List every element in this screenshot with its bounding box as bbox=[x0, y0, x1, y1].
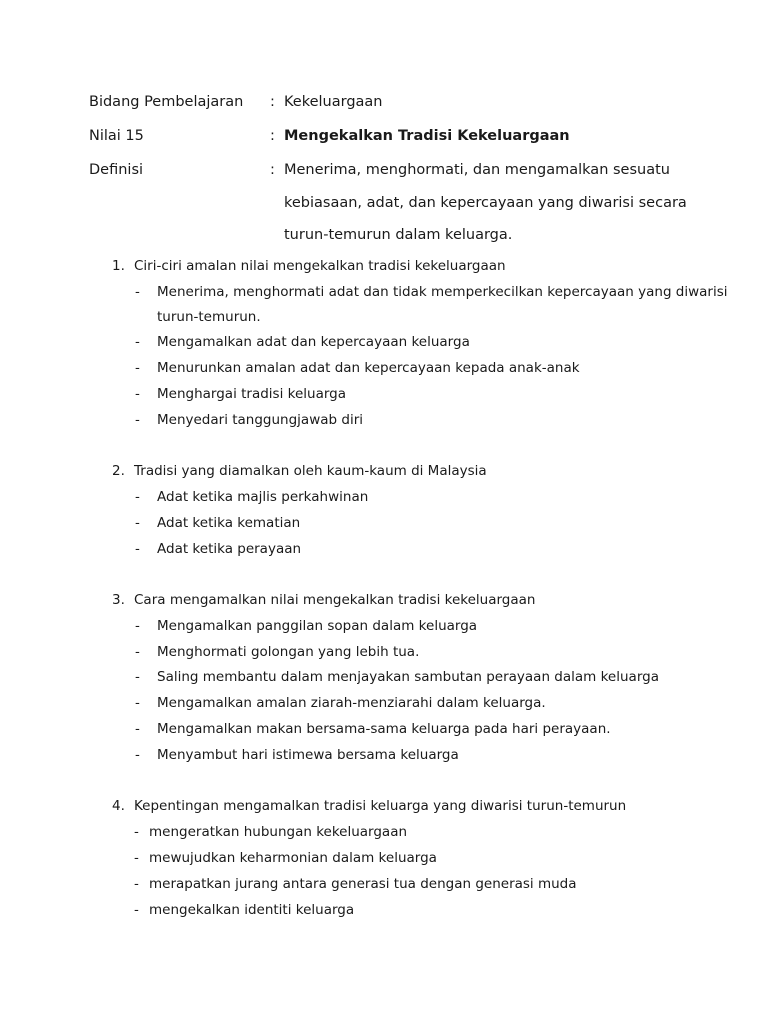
bidang-colon: : bbox=[270, 94, 275, 110]
definisi-line-2: kebiasaan, adat, dan kepercayaan yang diwarisi secara bbox=[284, 195, 687, 211]
bidang-value: Kekeluargaan bbox=[284, 94, 383, 110]
section-title: Cara mengamalkan nilai mengekalkan tradisi kekeluargaan bbox=[134, 592, 536, 608]
section-title: Tradisi yang diamalkan oleh kaum-kaum di Malaysia bbox=[134, 463, 487, 479]
nilai-label: Nilai 15 bbox=[89, 128, 144, 144]
section-title: Kepentingan mengamalkan tradisi keluarga yang diwarisi turun-temurun bbox=[134, 798, 627, 814]
section-title: Ciri-ciri amalan nilai mengekalkan tradisi kekeluargaan bbox=[134, 258, 506, 274]
section-number: 1. bbox=[112, 258, 125, 274]
definisi-colon: : bbox=[270, 162, 275, 178]
definisi-label: Definisi bbox=[89, 162, 144, 178]
section-number: 4. bbox=[112, 798, 125, 814]
definisi-line-3: turun-temurun dalam keluarga. bbox=[284, 227, 513, 243]
nilai-value: Mengekalkan Tradisi Kekeluargaan bbox=[284, 128, 570, 144]
nilai-colon: : bbox=[270, 128, 275, 144]
section-number: 3. bbox=[112, 592, 125, 608]
section-number: 2. bbox=[112, 463, 125, 479]
bidang-label: Bidang Pembelajaran bbox=[89, 94, 244, 110]
definisi-line-1: Menerima, menghormati, dan mengamalkan sesuatu bbox=[284, 162, 670, 178]
